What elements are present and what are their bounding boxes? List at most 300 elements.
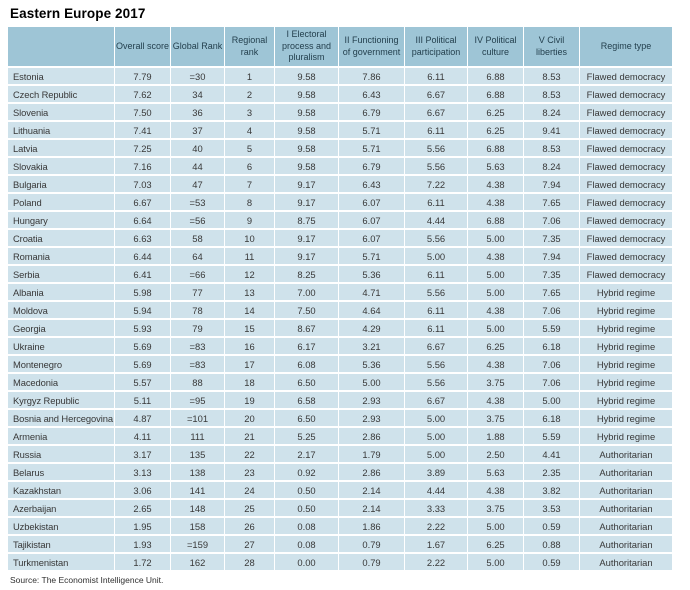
cell-electoral-process-and-pluralism: 5.25 <box>274 428 338 444</box>
cell-global-rank: =53 <box>170 194 224 210</box>
cell-functioning-of-government: 4.64 <box>338 302 404 318</box>
cell-regional-rank: 19 <box>224 392 274 408</box>
cell-functioning-of-government: 4.71 <box>338 284 404 300</box>
cell-political-participation: 6.11 <box>404 302 467 318</box>
table-row <box>8 536 672 552</box>
cell-political-participation: 6.67 <box>404 338 467 354</box>
cell-regime-type: Authoritarian <box>579 464 672 480</box>
cell-functioning-of-government: 3.21 <box>338 338 404 354</box>
cell-political-culture: 1.88 <box>467 428 523 444</box>
cell-country: Czech Republic <box>8 86 114 102</box>
cell-civil-liberties: 7.06 <box>523 302 579 318</box>
table-row <box>8 338 672 354</box>
cell-regime-type: Hybrid regime <box>579 374 672 390</box>
table-row <box>8 392 672 408</box>
col-header-functioning-of-government: II Functioning of government <box>338 27 404 66</box>
cell-regional-rank: 24 <box>224 482 274 498</box>
cell-political-culture: 6.88 <box>467 86 523 102</box>
cell-functioning-of-government: 1.86 <box>338 518 404 534</box>
cell-regional-rank: 6 <box>224 158 274 174</box>
cell-electoral-process-and-pluralism: 0.92 <box>274 464 338 480</box>
cell-political-participation: 5.00 <box>404 446 467 462</box>
cell-country: Bosnia and Hercegovina <box>8 410 114 426</box>
table-row <box>8 158 672 174</box>
cell-political-culture: 6.25 <box>467 104 523 120</box>
cell-global-rank: 34 <box>170 86 224 102</box>
cell-political-participation: 5.56 <box>404 284 467 300</box>
cell-overall-score: 4.11 <box>114 428 170 444</box>
cell-functioning-of-government: 5.00 <box>338 374 404 390</box>
table-row <box>8 410 672 426</box>
page-title: Eastern Europe 2017 <box>10 6 146 21</box>
cell-global-rank: 64 <box>170 248 224 264</box>
cell-electoral-process-and-pluralism: 6.17 <box>274 338 338 354</box>
cell-regime-type: Authoritarian <box>579 518 672 534</box>
cell-functioning-of-government: 2.86 <box>338 464 404 480</box>
cell-functioning-of-government: 1.79 <box>338 446 404 462</box>
table-row <box>8 554 672 570</box>
cell-political-culture: 6.25 <box>467 122 523 138</box>
table-row <box>8 248 672 264</box>
cell-country: Ukraine <box>8 338 114 354</box>
cell-regional-rank: 18 <box>224 374 274 390</box>
cell-regime-type: Authoritarian <box>579 536 672 552</box>
cell-political-culture: 6.88 <box>467 140 523 156</box>
cell-political-culture: 4.38 <box>467 482 523 498</box>
col-header-political-culture: IV Political culture <box>467 27 523 66</box>
cell-electoral-process-and-pluralism: 9.17 <box>274 248 338 264</box>
cell-regional-rank: 7 <box>224 176 274 192</box>
cell-overall-score: 5.57 <box>114 374 170 390</box>
cell-civil-liberties: 7.35 <box>523 230 579 246</box>
cell-political-participation: 5.56 <box>404 140 467 156</box>
cell-global-rank: 78 <box>170 302 224 318</box>
cell-overall-score: 3.13 <box>114 464 170 480</box>
cell-functioning-of-government: 5.71 <box>338 248 404 264</box>
cell-regime-type: Hybrid regime <box>579 410 672 426</box>
cell-electoral-process-and-pluralism: 0.08 <box>274 536 338 552</box>
cell-global-rank: =95 <box>170 392 224 408</box>
table-row <box>8 482 672 498</box>
cell-political-participation: 2.22 <box>404 518 467 534</box>
cell-political-participation: 5.56 <box>404 374 467 390</box>
cell-regional-rank: 21 <box>224 428 274 444</box>
cell-overall-score: 6.41 <box>114 266 170 282</box>
table-row <box>8 86 672 102</box>
cell-regime-type: Flawed democracy <box>579 212 672 228</box>
cell-electoral-process-and-pluralism: 9.58 <box>274 122 338 138</box>
cell-functioning-of-government: 5.71 <box>338 122 404 138</box>
table-row <box>8 428 672 444</box>
cell-regime-type: Hybrid regime <box>579 284 672 300</box>
cell-regional-rank: 8 <box>224 194 274 210</box>
cell-regime-type: Flawed democracy <box>579 176 672 192</box>
cell-global-rank: 47 <box>170 176 224 192</box>
cell-regional-rank: 4 <box>224 122 274 138</box>
cell-civil-liberties: 7.65 <box>523 194 579 210</box>
cell-electoral-process-and-pluralism: 9.58 <box>274 68 338 84</box>
cell-overall-score: 6.67 <box>114 194 170 210</box>
cell-regional-rank: 13 <box>224 284 274 300</box>
cell-regional-rank: 15 <box>224 320 274 336</box>
cell-regime-type: Flawed democracy <box>579 194 672 210</box>
table-row <box>8 284 672 300</box>
cell-regime-type: Authoritarian <box>579 500 672 516</box>
cell-overall-score: 7.25 <box>114 140 170 156</box>
cell-civil-liberties: 4.41 <box>523 446 579 462</box>
cell-global-rank: 111 <box>170 428 224 444</box>
cell-global-rank: 162 <box>170 554 224 570</box>
table-body <box>8 68 672 570</box>
cell-political-participation: 5.00 <box>404 248 467 264</box>
cell-overall-score: 7.50 <box>114 104 170 120</box>
cell-regional-rank: 14 <box>224 302 274 318</box>
cell-political-participation: 2.22 <box>404 554 467 570</box>
cell-civil-liberties: 8.53 <box>523 68 579 84</box>
cell-civil-liberties: 7.65 <box>523 284 579 300</box>
cell-functioning-of-government: 6.43 <box>338 86 404 102</box>
cell-political-culture: 3.75 <box>467 410 523 426</box>
cell-overall-score: 7.41 <box>114 122 170 138</box>
cell-overall-score: 5.94 <box>114 302 170 318</box>
cell-political-culture: 4.38 <box>467 392 523 408</box>
cell-overall-score: 7.79 <box>114 68 170 84</box>
cell-overall-score: 3.17 <box>114 446 170 462</box>
cell-functioning-of-government: 2.86 <box>338 428 404 444</box>
cell-political-participation: 6.67 <box>404 86 467 102</box>
cell-civil-liberties: 8.24 <box>523 104 579 120</box>
col-header-civil-liberties: V Civil liberties <box>523 27 579 66</box>
table-row <box>8 446 672 462</box>
cell-political-participation: 4.44 <box>404 212 467 228</box>
cell-political-participation: 3.89 <box>404 464 467 480</box>
cell-regime-type: Flawed democracy <box>579 248 672 264</box>
cell-political-culture: 3.75 <box>467 374 523 390</box>
cell-political-culture: 6.25 <box>467 536 523 552</box>
cell-functioning-of-government: 0.79 <box>338 536 404 552</box>
cell-overall-score: 5.93 <box>114 320 170 336</box>
cell-electoral-process-and-pluralism: 2.17 <box>274 446 338 462</box>
cell-electoral-process-and-pluralism: 8.67 <box>274 320 338 336</box>
cell-country: Poland <box>8 194 114 210</box>
cell-overall-score: 5.69 <box>114 338 170 354</box>
cell-political-culture: 5.00 <box>467 518 523 534</box>
header-row <box>8 27 672 66</box>
cell-regional-rank: 25 <box>224 500 274 516</box>
cell-electoral-process-and-pluralism: 9.17 <box>274 176 338 192</box>
table-row <box>8 194 672 210</box>
cell-functioning-of-government: 6.07 <box>338 194 404 210</box>
cell-regional-rank: 12 <box>224 266 274 282</box>
col-header-political-participation: III Political participation <box>404 27 467 66</box>
cell-country: Armenia <box>8 428 114 444</box>
cell-overall-score: 6.44 <box>114 248 170 264</box>
cell-political-culture: 4.38 <box>467 176 523 192</box>
cell-global-rank: =66 <box>170 266 224 282</box>
cell-electoral-process-and-pluralism: 0.50 <box>274 500 338 516</box>
cell-regime-type: Flawed democracy <box>579 122 672 138</box>
cell-global-rank: 58 <box>170 230 224 246</box>
cell-country: Macedonia <box>8 374 114 390</box>
cell-civil-liberties: 0.59 <box>523 554 579 570</box>
cell-political-culture: 5.00 <box>467 320 523 336</box>
cell-functioning-of-government: 5.71 <box>338 140 404 156</box>
cell-country: Serbia <box>8 266 114 282</box>
cell-civil-liberties: 6.18 <box>523 410 579 426</box>
cell-global-rank: 141 <box>170 482 224 498</box>
cell-civil-liberties: 3.53 <box>523 500 579 516</box>
cell-global-rank: =83 <box>170 356 224 372</box>
table-row <box>8 266 672 282</box>
cell-global-rank: 37 <box>170 122 224 138</box>
democracy-index-table <box>8 25 672 572</box>
cell-overall-score: 5.69 <box>114 356 170 372</box>
cell-civil-liberties: 8.24 <box>523 158 579 174</box>
cell-global-rank: =30 <box>170 68 224 84</box>
cell-country: Latvia <box>8 140 114 156</box>
cell-electoral-process-and-pluralism: 9.58 <box>274 86 338 102</box>
cell-regime-type: Authoritarian <box>579 446 672 462</box>
cell-political-culture: 4.38 <box>467 194 523 210</box>
cell-regime-type: Hybrid regime <box>579 428 672 444</box>
cell-electoral-process-and-pluralism: 9.58 <box>274 158 338 174</box>
cell-country: Hungary <box>8 212 114 228</box>
cell-regime-type: Flawed democracy <box>579 68 672 84</box>
cell-regime-type: Flawed democracy <box>579 104 672 120</box>
table-row <box>8 104 672 120</box>
col-header-regional-rank: Regional rank <box>224 27 274 66</box>
cell-civil-liberties: 2.35 <box>523 464 579 480</box>
cell-regime-type: Flawed democracy <box>579 230 672 246</box>
cell-political-participation: 6.11 <box>404 68 467 84</box>
cell-overall-score: 5.98 <box>114 284 170 300</box>
cell-political-participation: 7.22 <box>404 176 467 192</box>
cell-political-culture: 2.50 <box>467 446 523 462</box>
cell-country: Kyrgyz Republic <box>8 392 114 408</box>
cell-electoral-process-and-pluralism: 8.25 <box>274 266 338 282</box>
cell-civil-liberties: 8.53 <box>523 86 579 102</box>
cell-country: Azerbaijan <box>8 500 114 516</box>
cell-country: Albania <box>8 284 114 300</box>
cell-political-participation: 5.56 <box>404 356 467 372</box>
col-header-country <box>8 27 114 66</box>
cell-electoral-process-and-pluralism: 7.50 <box>274 302 338 318</box>
cell-political-participation: 6.11 <box>404 194 467 210</box>
cell-functioning-of-government: 2.93 <box>338 392 404 408</box>
cell-civil-liberties: 0.88 <box>523 536 579 552</box>
cell-functioning-of-government: 2.14 <box>338 500 404 516</box>
cell-country: Kazakhstan <box>8 482 114 498</box>
cell-civil-liberties: 8.53 <box>523 140 579 156</box>
cell-country: Tajikistan <box>8 536 114 552</box>
cell-electoral-process-and-pluralism: 7.00 <box>274 284 338 300</box>
cell-political-participation: 1.67 <box>404 536 467 552</box>
cell-overall-score: 5.11 <box>114 392 170 408</box>
cell-regional-rank: 11 <box>224 248 274 264</box>
table-row <box>8 518 672 534</box>
cell-overall-score: 7.62 <box>114 86 170 102</box>
cell-functioning-of-government: 6.07 <box>338 212 404 228</box>
cell-political-culture: 5.63 <box>467 158 523 174</box>
cell-political-culture: 6.88 <box>467 212 523 228</box>
cell-regime-type: Hybrid regime <box>579 392 672 408</box>
cell-functioning-of-government: 0.79 <box>338 554 404 570</box>
cell-global-rank: 148 <box>170 500 224 516</box>
cell-country: Slovakia <box>8 158 114 174</box>
cell-political-participation: 5.56 <box>404 230 467 246</box>
cell-global-rank: 36 <box>170 104 224 120</box>
cell-civil-liberties: 6.18 <box>523 338 579 354</box>
cell-global-rank: 158 <box>170 518 224 534</box>
cell-electoral-process-and-pluralism: 0.08 <box>274 518 338 534</box>
cell-electoral-process-and-pluralism: 6.50 <box>274 374 338 390</box>
cell-civil-liberties: 5.59 <box>523 320 579 336</box>
cell-civil-liberties: 3.82 <box>523 482 579 498</box>
cell-overall-score: 7.16 <box>114 158 170 174</box>
cell-regime-type: Flawed democracy <box>579 86 672 102</box>
cell-political-participation: 6.67 <box>404 392 467 408</box>
cell-global-rank: =56 <box>170 212 224 228</box>
table-row <box>8 374 672 390</box>
cell-overall-score: 7.03 <box>114 176 170 192</box>
table-row <box>8 212 672 228</box>
cell-regional-rank: 22 <box>224 446 274 462</box>
cell-overall-score: 6.64 <box>114 212 170 228</box>
cell-political-participation: 4.44 <box>404 482 467 498</box>
source-note: Source: The Economist Intelligence Unit. <box>10 575 164 586</box>
cell-overall-score: 3.06 <box>114 482 170 498</box>
cell-political-participation: 5.00 <box>404 410 467 426</box>
cell-regional-rank: 27 <box>224 536 274 552</box>
cell-political-culture: 5.00 <box>467 266 523 282</box>
table-row <box>8 464 672 480</box>
cell-political-culture: 4.38 <box>467 248 523 264</box>
table-row <box>8 500 672 516</box>
cell-civil-liberties: 5.00 <box>523 392 579 408</box>
col-header-electoral-process-and-pluralism: I Electoral process and pluralism <box>274 27 338 66</box>
cell-overall-score: 6.63 <box>114 230 170 246</box>
cell-regional-rank: 5 <box>224 140 274 156</box>
cell-electoral-process-and-pluralism: 8.75 <box>274 212 338 228</box>
cell-political-participation: 3.33 <box>404 500 467 516</box>
cell-regional-rank: 20 <box>224 410 274 426</box>
cell-functioning-of-government: 5.36 <box>338 356 404 372</box>
cell-political-culture: 6.88 <box>467 68 523 84</box>
cell-civil-liberties: 7.06 <box>523 212 579 228</box>
cell-civil-liberties: 9.41 <box>523 122 579 138</box>
table-header <box>8 27 672 66</box>
cell-functioning-of-government: 4.29 <box>338 320 404 336</box>
table-row <box>8 320 672 336</box>
cell-regional-rank: 17 <box>224 356 274 372</box>
cell-country: Georgia <box>8 320 114 336</box>
cell-electoral-process-and-pluralism: 9.17 <box>274 230 338 246</box>
cell-civil-liberties: 7.35 <box>523 266 579 282</box>
cell-political-culture: 4.38 <box>467 302 523 318</box>
table-row <box>8 302 672 318</box>
cell-civil-liberties: 7.06 <box>523 374 579 390</box>
cell-regime-type: Hybrid regime <box>579 338 672 354</box>
cell-global-rank: 79 <box>170 320 224 336</box>
cell-country: Montenegro <box>8 356 114 372</box>
table-row <box>8 122 672 138</box>
cell-regime-type: Hybrid regime <box>579 302 672 318</box>
cell-political-participation: 5.56 <box>404 158 467 174</box>
cell-functioning-of-government: 6.79 <box>338 158 404 174</box>
cell-regime-type: Hybrid regime <box>579 356 672 372</box>
cell-political-culture: 4.38 <box>467 356 523 372</box>
cell-global-rank: 138 <box>170 464 224 480</box>
table-row <box>8 140 672 156</box>
cell-country: Bulgaria <box>8 176 114 192</box>
cell-political-participation: 5.00 <box>404 428 467 444</box>
cell-regime-type: Flawed democracy <box>579 158 672 174</box>
cell-regional-rank: 16 <box>224 338 274 354</box>
cell-country: Croatia <box>8 230 114 246</box>
table-row <box>8 356 672 372</box>
cell-overall-score: 1.93 <box>114 536 170 552</box>
cell-regime-type: Flawed democracy <box>579 140 672 156</box>
cell-regional-rank: 9 <box>224 212 274 228</box>
table-row <box>8 68 672 84</box>
cell-country: Belarus <box>8 464 114 480</box>
cell-functioning-of-government: 2.14 <box>338 482 404 498</box>
col-header-overall-score: Overall score <box>114 27 170 66</box>
cell-country: Moldova <box>8 302 114 318</box>
cell-global-rank: 44 <box>170 158 224 174</box>
cell-regional-rank: 23 <box>224 464 274 480</box>
cell-country: Slovenia <box>8 104 114 120</box>
cell-regional-rank: 10 <box>224 230 274 246</box>
cell-political-participation: 6.11 <box>404 122 467 138</box>
cell-civil-liberties: 7.94 <box>523 176 579 192</box>
cell-functioning-of-government: 2.93 <box>338 410 404 426</box>
cell-political-participation: 6.11 <box>404 320 467 336</box>
cell-electoral-process-and-pluralism: 6.08 <box>274 356 338 372</box>
cell-country: Lithuania <box>8 122 114 138</box>
cell-electoral-process-and-pluralism: 9.58 <box>274 104 338 120</box>
cell-global-rank: 135 <box>170 446 224 462</box>
cell-electoral-process-and-pluralism: 0.00 <box>274 554 338 570</box>
table-row <box>8 176 672 192</box>
col-header-regime-type: Regime type <box>579 27 672 66</box>
cell-country: Estonia <box>8 68 114 84</box>
cell-political-culture: 6.25 <box>467 338 523 354</box>
cell-regional-rank: 2 <box>224 86 274 102</box>
cell-political-participation: 6.67 <box>404 104 467 120</box>
col-header-global-rank: Global Rank <box>170 27 224 66</box>
cell-overall-score: 1.95 <box>114 518 170 534</box>
cell-political-culture: 3.75 <box>467 500 523 516</box>
cell-civil-liberties: 5.59 <box>523 428 579 444</box>
cell-country: Uzbekistan <box>8 518 114 534</box>
cell-regime-type: Hybrid regime <box>579 320 672 336</box>
cell-political-culture: 5.00 <box>467 230 523 246</box>
cell-civil-liberties: 0.59 <box>523 518 579 534</box>
cell-global-rank: 40 <box>170 140 224 156</box>
cell-country: Turkmenistan <box>8 554 114 570</box>
cell-functioning-of-government: 5.36 <box>338 266 404 282</box>
cell-country: Romania <box>8 248 114 264</box>
cell-global-rank: =83 <box>170 338 224 354</box>
cell-regime-type: Authoritarian <box>579 554 672 570</box>
cell-overall-score: 4.87 <box>114 410 170 426</box>
cell-country: Russia <box>8 446 114 462</box>
cell-functioning-of-government: 6.07 <box>338 230 404 246</box>
cell-electoral-process-and-pluralism: 9.58 <box>274 140 338 156</box>
cell-civil-liberties: 7.94 <box>523 248 579 264</box>
cell-political-culture: 5.00 <box>467 554 523 570</box>
